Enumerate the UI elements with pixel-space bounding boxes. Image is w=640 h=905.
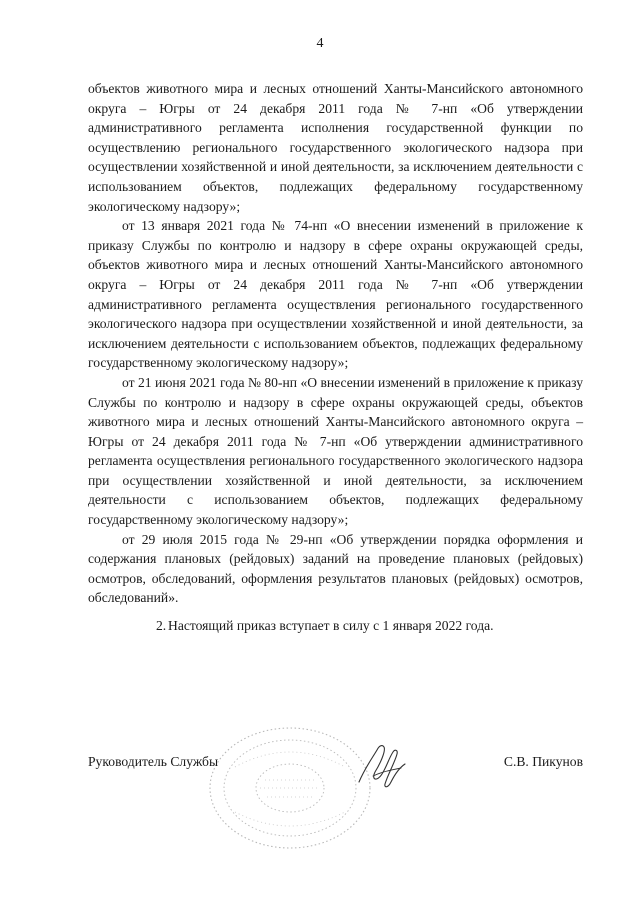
paragraph-order-29: от 29 июля 2015 года № 29-нп «Об утверждении порядка оформления и содержания плановых (рейдовых) заданий на проведение плановых (рейдовых) осмотров, обследований, оформления результатов плановых (рейдовых) осмотров, обследований». (88, 531, 583, 606)
seal-stamp (205, 722, 375, 852)
page-number: 4 (316, 36, 324, 51)
document-body (88, 79, 583, 636)
clause-text: Настоящий приказ вступает в силу с 1 января 2022 года. (168, 618, 494, 634)
clause-number: 2. (156, 618, 167, 634)
signatory-title: Руководитель Службы (88, 754, 219, 769)
signatory-name: С.В. Пикунов (503, 754, 583, 769)
paragraph-order-80: от 21 июня 2021 года № 80-нп «О внесении изменений в приложение к приказу Службы по контролю и надзору в сфере охраны окружающей среды, объектов животного мира и лесных отношений Ханты-Мансийского автономного округа – Югры от 24 декабря 2011 года № 7-нп «Об утверждении административного регламента осуществления регионального государственного экологического надзора при осуществлении хозяйственной и иной деятельности, за исключением деятельности с использованием объектов, подлежащих федеральному государственному экологическому надзору»; (88, 374, 583, 528)
paragraph-continuation: объектов животного мира и лесных отношений Ханты-Мансийского автономного округа – Югры от 24 декабря 2011 года № 7-нп «Об утверждении административного регламента исполнения государственной функции по осуществлению регионального государственного экологического надзора при осуществлении хозяйственной и иной деятельности, за исключением деятельности с использованием объектов, подлежащих федеральному государственному экологическому надзору»; (88, 81, 583, 214)
handwritten-signature (355, 738, 410, 793)
clause-2 (88, 616, 583, 636)
paragraph-order-74: от 13 января 2021 года № 74-нп «О внесении изменений в приложение к приказу Службы по контролю и надзору в сфере охраны окружающей среды, объектов животного мира и лесных отношений Ханты-Мансийского автономного округа – Югры от 24 декабря 2011 года № 7-нп «Об утверждении административного регламента осуществления регионального государственного экологического надзора при осуществлении хозяйственной и иной деятельности, за исключением деятельности с использованием объектов, подлежащих федеральному государственному экологическому надзору»; (88, 218, 583, 371)
